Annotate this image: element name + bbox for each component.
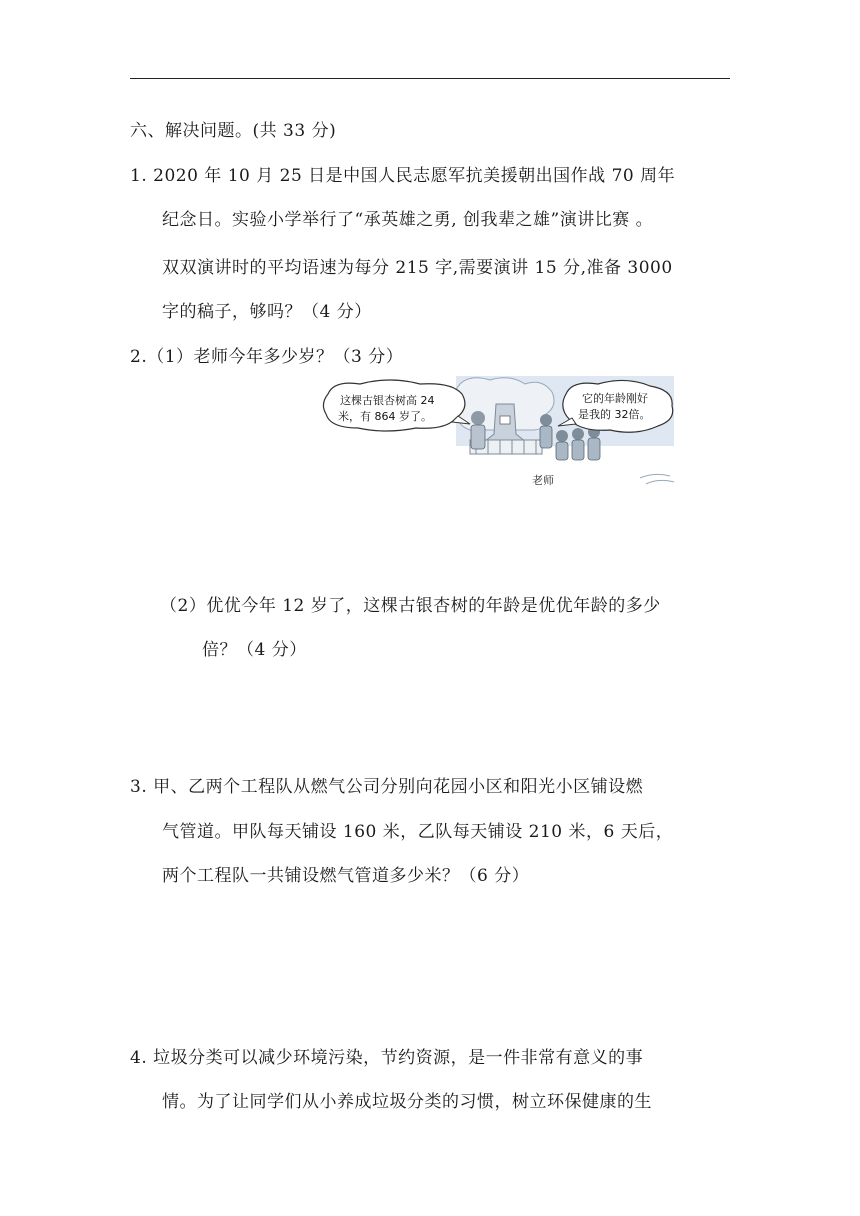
right-bubble-text-2: 是我的 32倍。 [578, 408, 651, 421]
q2-part2-line-1: （2）优优今年 12 岁了，这棵古银杏树的年龄是优优年龄的多少 [160, 596, 661, 616]
q1-line-3: 双双演讲时的平均语速为每分 215 字,需要演讲 15 分,准备 3000 [162, 258, 673, 278]
header-rule [130, 78, 730, 79]
q3-line-2: 气管道。甲队每天铺设 160 米，乙队每天铺设 210 米，6 天后， [162, 822, 674, 842]
child-head-2 [556, 430, 568, 442]
q4-line-1: 4. 垃圾分类可以减少环境污染，节约资源，是一件非常有意义的事 [130, 1048, 644, 1068]
child-head-1 [540, 414, 552, 426]
right-speech-bubble [563, 380, 673, 432]
q1-line-4: 字的稿子，够吗？（4 分） [162, 302, 372, 322]
left-bubble-text-2: 米，有 864 岁了。 [338, 410, 432, 423]
q4-line-2: 情。为了让同学们从小养成垃圾分类的习惯，树立环保健康的生 [162, 1092, 652, 1112]
teacher-head [471, 411, 485, 425]
q1-line-1: 1. 2020 年 10 月 25 日是中国人民志愿军抗美援朝出国作战 70 周年 [130, 166, 676, 186]
q3-line-1: 3. 甲、乙两个工程队从燃气公司分别向花园小区和阳光小区铺设燃 [130, 777, 644, 797]
ginkgo-tree-illustration [320, 374, 678, 490]
q1-line-2: 纪念日。实验小学举行了“承英雄之勇, 创我辈之雄”演讲比赛 。 [162, 210, 654, 230]
left-bubble-text-1: 这棵古银杏树高 24 [340, 394, 435, 407]
teacher-caption: 老师 [532, 474, 554, 487]
q2-part1: 2.（1）老师今年多少岁？（3 分） [130, 347, 404, 367]
child-head-3 [572, 428, 584, 440]
tree-sign [500, 416, 510, 424]
right-bubble-text-1: 它的年龄刚好 [582, 392, 648, 405]
q3-line-3: 两个工程队一共铺设燃气管道多少米？（6 分） [162, 866, 530, 886]
q2-part2-line-2: 倍？（4 分） [202, 640, 307, 660]
teacher-body [471, 425, 485, 449]
section-title: 六、解决问题。(共 33 分) [130, 121, 337, 141]
